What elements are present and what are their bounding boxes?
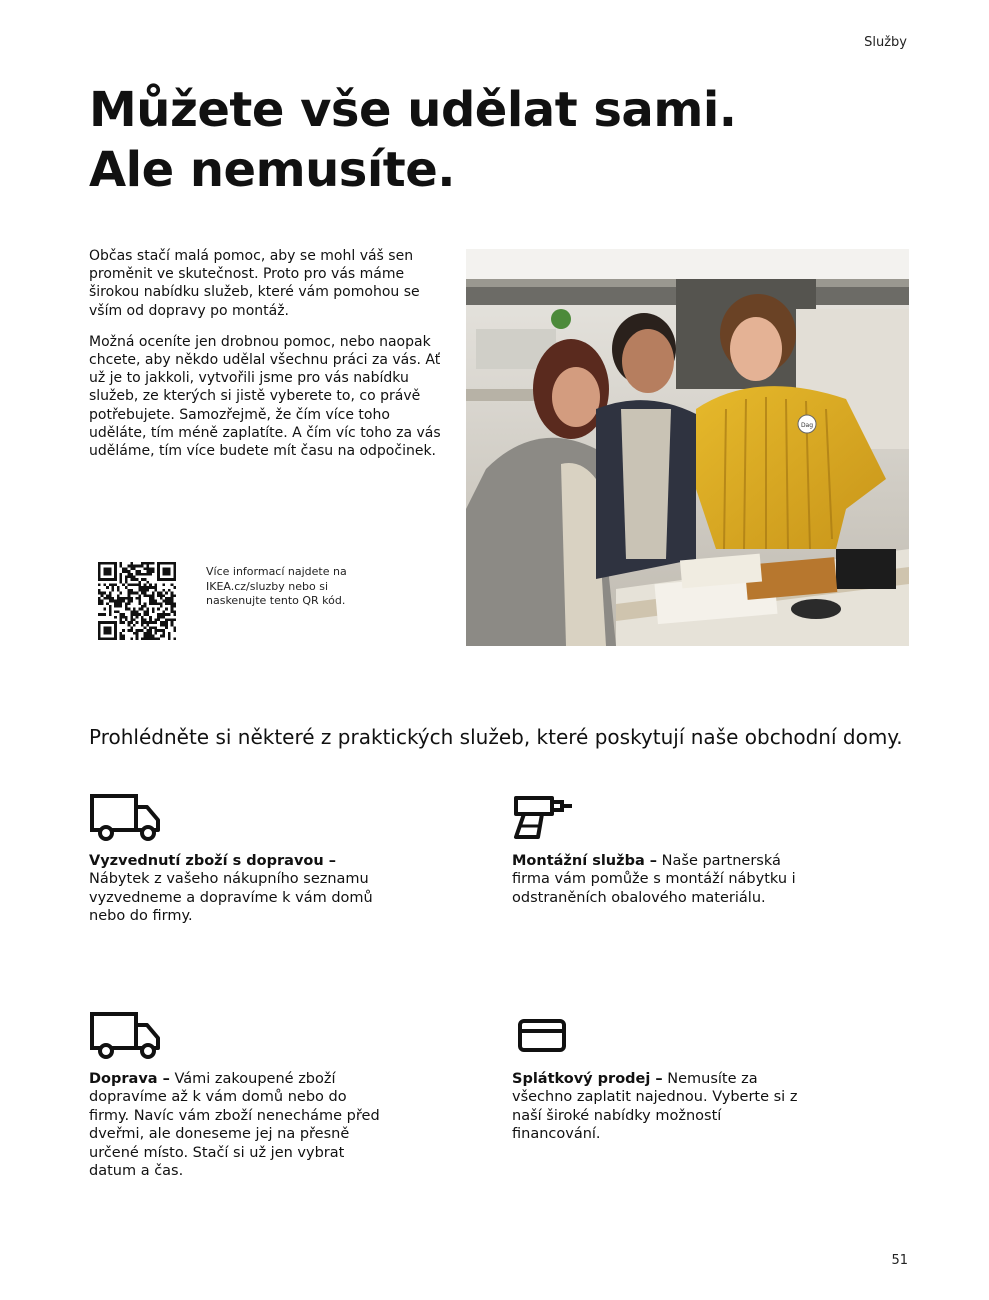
page-title xyxy=(89,80,849,200)
service-text: Nemusíte za všechno zaplatit najednou. Vyberte si z naší široké nabídky možností financování. xyxy=(512,1071,798,1143)
intro-text xyxy=(89,247,449,473)
service-title: Vyzvednutí zboží s dopravou – xyxy=(89,853,336,869)
store-photo xyxy=(466,249,909,646)
drill-icon xyxy=(512,792,586,842)
service-description xyxy=(89,1070,389,1180)
services-intro: Prohlédněte si některé z praktických služeb, které poskytují naše obchodní domy. xyxy=(89,725,903,749)
qr-code[interactable] xyxy=(98,562,176,640)
service-assembly xyxy=(512,792,812,907)
truck-icon xyxy=(89,792,163,842)
credit-card-icon xyxy=(512,1010,586,1060)
headline-line-1: Můžete vše udělat sami. xyxy=(89,82,737,138)
service-text: Nábytek z vašeho nákupního seznamu vyzvedneme a dopravíme k vám domů nebo do firmy. xyxy=(89,871,373,925)
service-title: Splátkový prodej – xyxy=(512,1071,663,1087)
service-description xyxy=(512,852,812,907)
service-installment-sale xyxy=(512,1010,812,1144)
truck-icon xyxy=(89,1010,163,1060)
page-number: 51 xyxy=(891,1253,908,1268)
service-text: Vámi zakoupené zboží dopravíme až k vám domů nebo do firmy. Navíc vám zboží nenecháme před dveřmi, ale doneseme jej na přesně určené místo. Stačí si už jen vybrat datum a čas. xyxy=(89,1071,380,1180)
intro-paragraph-1: Občas stačí malá pomoc, aby se mohl váš sen proměnit ve skutečnost. Proto pro vás máme širokou nabídku služeb, které vám pomohou se vším od dopravy po montáž. xyxy=(89,248,420,319)
name-badge: Dag xyxy=(800,422,814,429)
qr-caption: Více informací najdete na IKEA.cz/sluzby nebo si naskenujte tento QR kód. xyxy=(206,565,347,607)
service-pickup-delivery xyxy=(89,792,389,926)
service-title: Montážní služba – xyxy=(512,853,658,869)
headline-line-2: Ale nemusíte. xyxy=(89,142,456,198)
section-label: Služby xyxy=(864,35,907,50)
service-text: Naše partnerská firma vám pomůže s montáží nábytku i odstraněních obalového materiálu. xyxy=(512,853,796,906)
service-title: Doprava – xyxy=(89,1071,170,1087)
service-description xyxy=(512,1070,812,1144)
service-delivery xyxy=(89,1010,389,1180)
intro-paragraph-2: Možná oceníte jen drobnou pomoc, nebo naopak chcete, aby někdo udělal všechnu práci za vás. Ať už je to jakkoli, vytvořili jsme pro vás nabídku služeb, ze kterých si jistě vyberete to, co právě potřebujete. Samozřejmě, že čím více toho uděláte, tím méně zaplatíte. A čím víc toho za vás uděláme, tím více budete mít času na odpočinek. xyxy=(89,333,441,460)
service-description xyxy=(89,852,389,926)
